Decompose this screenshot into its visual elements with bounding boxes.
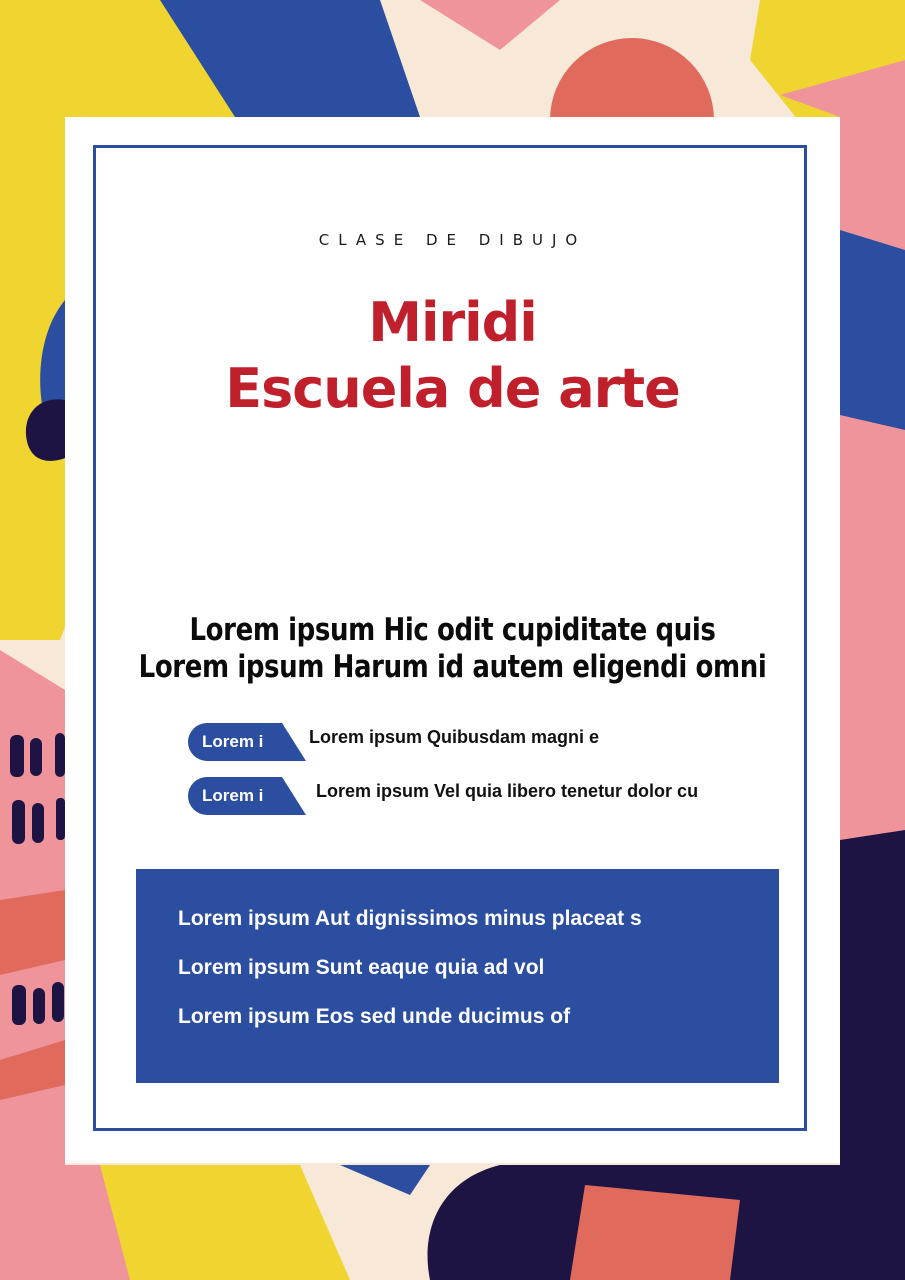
subtitle-line-2: Lorem ipsum Harum id autem eligendi omni (138, 649, 767, 685)
info-box (136, 869, 779, 1083)
title-line-1: Miridi (368, 291, 537, 354)
info-line-2: Lorem ipsum Sunt eaque quia ad vol (178, 956, 545, 979)
poster-title (65, 290, 840, 422)
tag-row-2 (188, 777, 748, 815)
info-line-1: Lorem ipsum Aut dignissimos minus placeat s (178, 907, 642, 930)
eyebrow-label: CLASE DE DIBUJO (318, 231, 587, 249)
bg-shape-coral-bottom (570, 1185, 740, 1280)
bg-shape-coral-stripe (0, 890, 65, 975)
bg-shape-blue-right (840, 230, 905, 430)
title-line-2: Escuela de arte (225, 357, 680, 420)
tag-label: Lorem i (202, 732, 264, 751)
tag-label: Lorem i (202, 786, 264, 805)
poster-subtitle (127, 612, 778, 686)
tag-text: Lorem ipsum Vel quia libero tenetur dolor cu (316, 781, 699, 801)
subtitle-line-1: Lorem ipsum Hic odit cupiditate quis (189, 612, 716, 648)
tag-text: Lorem ipsum Quibusdam magni e (309, 727, 600, 747)
tag-row-1 (188, 723, 748, 761)
info-line-3: Lorem ipsum Eos sed unde ducimus of (178, 1005, 571, 1028)
